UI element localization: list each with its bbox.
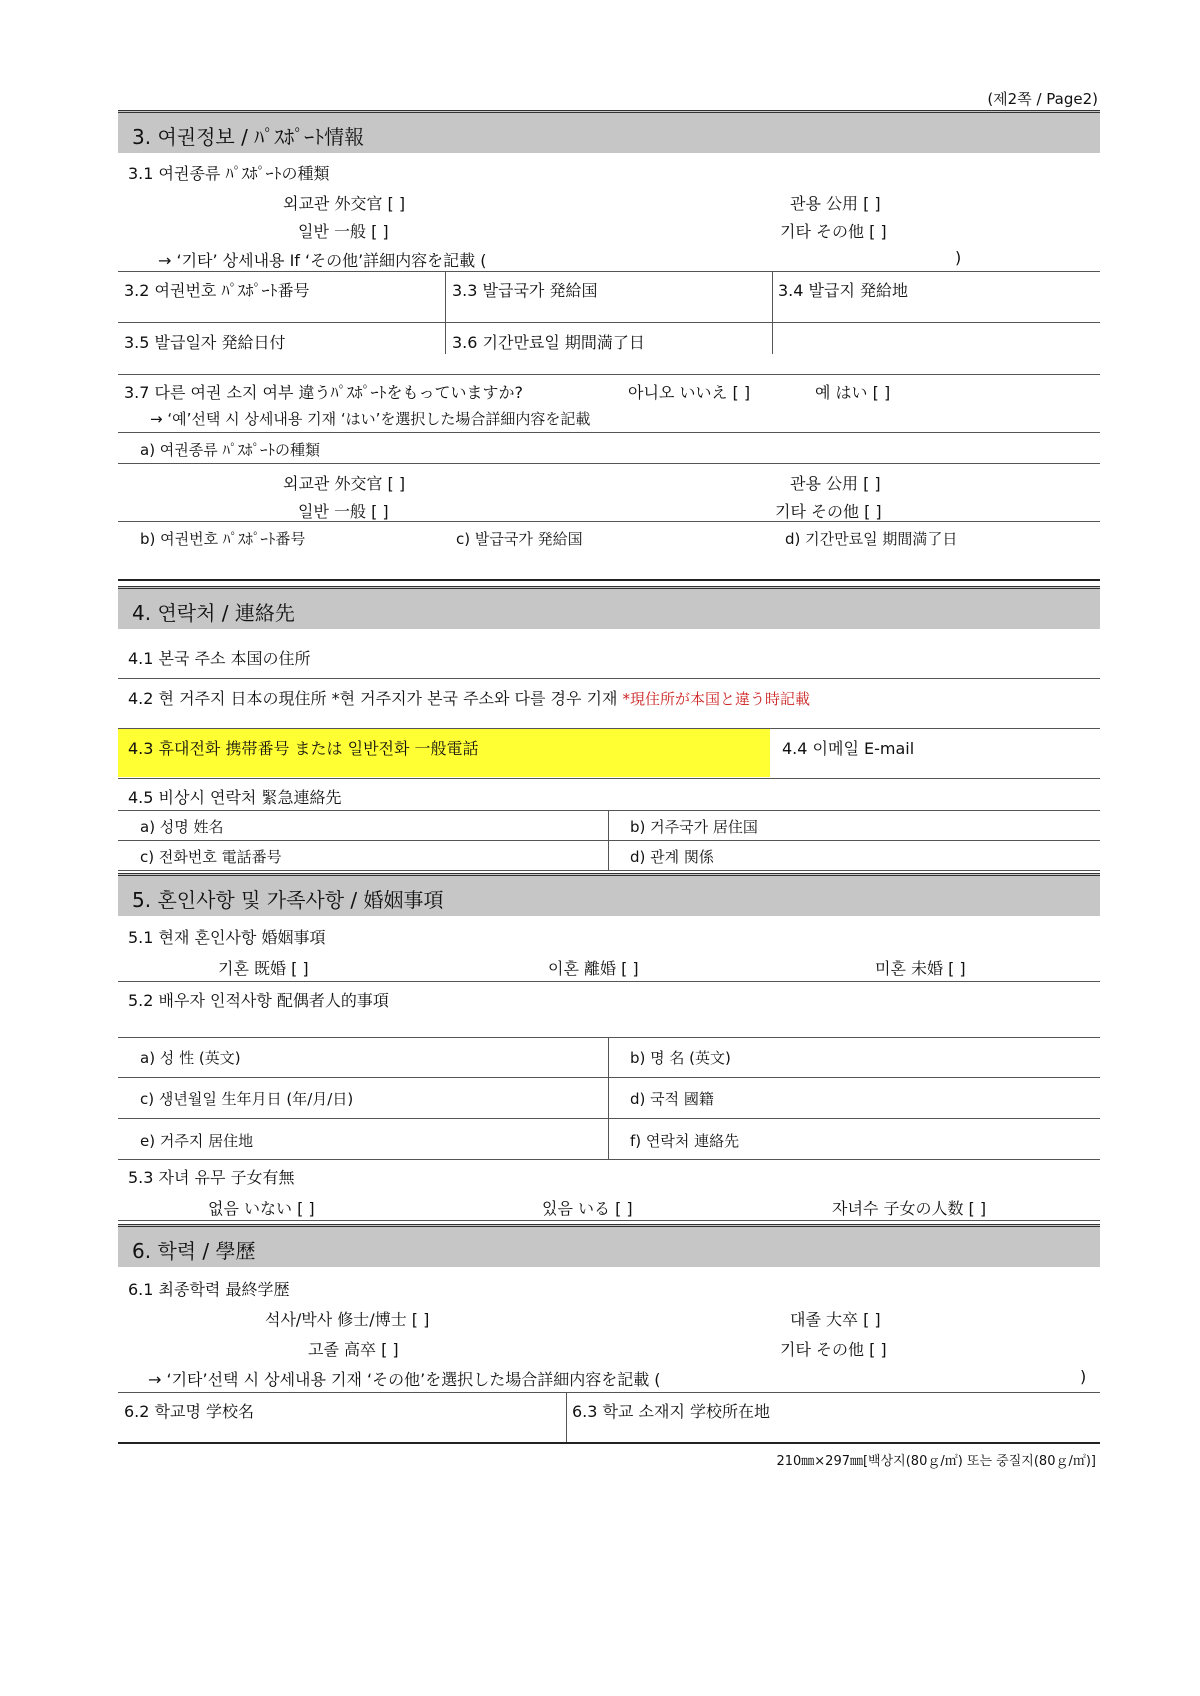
q4-2-current-address[interactable] (128, 686, 810, 709)
close-paren: ) (1080, 1367, 1087, 1386)
q3-1-label: 3.1 여권종류 ﾊﾟｽﾎﾟｰﾄの種類 (128, 164, 330, 183)
q6-1-label: 6.1 최종학력 最終学歴 (128, 1280, 290, 1299)
section-3-header (118, 110, 1100, 153)
q4-2-red-note: *現住所が本国と違う時記載 (622, 690, 811, 708)
passport-type-official[interactable]: 관용 公用 [ ] (790, 194, 881, 213)
emergency-phone[interactable]: c) 전화번호 電話番号 (140, 848, 282, 866)
other-passport-expiry[interactable]: d) 기간만료일 期間満了日 (785, 530, 958, 548)
q4-4-email[interactable]: 4.4 이메일 E-mail (782, 739, 915, 758)
other-passport-type-diplomat[interactable]: 외교관 外交官 [ ] (283, 474, 406, 493)
passport-other-detail[interactable]: → ‘기타’ 상세내용 If ‘その他’詳細内容を記載 ( (158, 251, 487, 270)
q6-2-school-name[interactable]: 6.2 학교명 学校名 (124, 1402, 254, 1421)
q3-7-yes[interactable]: 예 はい [ ] (815, 383, 891, 402)
q3-3-issuing-country[interactable]: 3.3 발급국가 発給国 (452, 281, 598, 300)
spouse-surname[interactable]: a) 성 性 (英文) (140, 1049, 241, 1067)
education-masters[interactable]: 석사/박사 修士/博士 [ ] (265, 1310, 430, 1329)
other-passport-number[interactable]: b) 여권번호 ﾊﾟｽﾎﾟｰﾄ番号 (140, 530, 306, 548)
section-6-header (118, 1224, 1100, 1267)
section-5-header (118, 873, 1100, 916)
q3-2-passport-number[interactable]: 3.2 여권번호 ﾊﾟｽﾎﾟｰﾄ番号 (124, 281, 310, 300)
spouse-dob[interactable]: c) 생년월일 生年月日 (年/月/日) (140, 1090, 354, 1108)
education-other-detail[interactable]: → ‘기타’선택 시 상세내용 기재 ‘その他’を選択した場合詳細内容を記載 ( (148, 1370, 661, 1389)
marital-single[interactable]: 미혼 未婚 [ ] (875, 959, 966, 978)
marital-divorced[interactable]: 이혼 離婚 [ ] (548, 959, 639, 978)
q3-6-expiry-date[interactable]: 3.6 기간만료일 期間満了日 (452, 333, 645, 352)
emergency-name[interactable]: a) 성명 姓名 (140, 818, 224, 836)
q4-5-emergency-contact: 4.5 비상시 연락처 緊急連絡先 (128, 788, 342, 807)
page-label: (제2쪽 / Page2) (987, 90, 1098, 108)
q3-7-note: → ‘예’선택 시 상세내용 기재 ‘はい’を選択した場合詳細内容を記載 (150, 410, 591, 428)
q6-3-school-location[interactable]: 6.3 학교 소재지 学校所在地 (572, 1402, 770, 1421)
q3-7-label: 3.7 다른 여권 소지 여부 違うﾊﾟｽﾎﾟｰﾄをもっていますか? (124, 383, 524, 402)
q5-1-label: 5.1 현재 혼인사항 婚姻事項 (128, 928, 326, 947)
other-passport-type-general[interactable]: 일반 一般 [ ] (298, 502, 389, 521)
other-passport-country[interactable]: c) 발급국가 発給国 (456, 530, 583, 548)
emergency-relation[interactable]: d) 관계 関係 (630, 848, 714, 866)
q5-3-label: 5.3 자녀 유무 子女有無 (128, 1168, 295, 1187)
q4-2-label: 4.2 현 거주지 日本の現住所 *현 거주지가 본국 주소와 다를 경우 기재 (128, 689, 618, 708)
education-university[interactable]: 대졸 大卒 [ ] (790, 1310, 881, 1329)
section-4-title: 4. 연락처 / 連絡先 (132, 601, 295, 625)
other-passport-type-official[interactable]: 관용 公用 [ ] (790, 474, 881, 493)
spouse-residence[interactable]: e) 거주지 居住地 (140, 1132, 254, 1150)
passport-type-other[interactable]: 기타 その他 [ ] (780, 222, 887, 241)
other-passport-type-other[interactable]: 기타 その他 [ ] (775, 502, 882, 521)
passport-type-general[interactable]: 일반 一般 [ ] (298, 222, 389, 241)
children-count[interactable]: 자녀수 子女の人数 [ ] (832, 1199, 987, 1218)
marital-married[interactable]: 기혼 既婚 [ ] (218, 959, 309, 978)
section-5-title: 5. 혼인사항 및 가족사항 / 婚姻事項 (132, 888, 444, 912)
children-have[interactable]: 있음 いる [ ] (542, 1199, 633, 1218)
emergency-country[interactable]: b) 거주국가 居住国 (630, 818, 758, 836)
section-6-title: 6. 학력 / 學歷 (132, 1239, 256, 1263)
close-paren: ) (955, 248, 962, 267)
q3-5-issue-date[interactable]: 3.5 발급일자 発給日付 (124, 333, 286, 352)
q3-4-issuing-place[interactable]: 3.4 발급지 発給地 (778, 281, 908, 300)
q4-3-phone[interactable]: 4.3 휴대전화 携帯番号 または 일반전화 一般電話 (128, 739, 479, 758)
education-other[interactable]: 기타 その他 [ ] (780, 1340, 887, 1359)
children-none[interactable]: 없음 いない [ ] (208, 1199, 315, 1218)
spouse-nationality[interactable]: d) 국적 國籍 (630, 1090, 714, 1108)
spouse-contact[interactable]: f) 연락처 連絡先 (630, 1132, 740, 1150)
passport-type-diplomat[interactable]: 외교관 外交官 [ ] (283, 194, 406, 213)
spouse-given-name[interactable]: b) 명 名 (英文) (630, 1049, 731, 1067)
q4-1-home-address[interactable]: 4.1 본국 주소 本国の住所 (128, 649, 311, 668)
section-3-title: 3. 여권정보 / ﾊﾟｽﾎﾟｰﾄ情報 (132, 125, 365, 149)
q5-2-label: 5.2 배우자 인적사항 配偶者人的事項 (128, 991, 389, 1010)
other-passport-type-label: a) 여권종류 ﾊﾟｽﾎﾟｰﾄの種類 (140, 441, 321, 459)
education-highschool[interactable]: 고졸 高卒 [ ] (308, 1340, 399, 1359)
section-4-header (118, 586, 1100, 629)
paper-spec-footer: 210㎜×297㎜[백상지(80ｇ/㎡) 또는 중질지(80ｇ/㎡)] (776, 1454, 1096, 1469)
q3-7-no[interactable]: 아니오 いいえ [ ] (628, 383, 751, 402)
